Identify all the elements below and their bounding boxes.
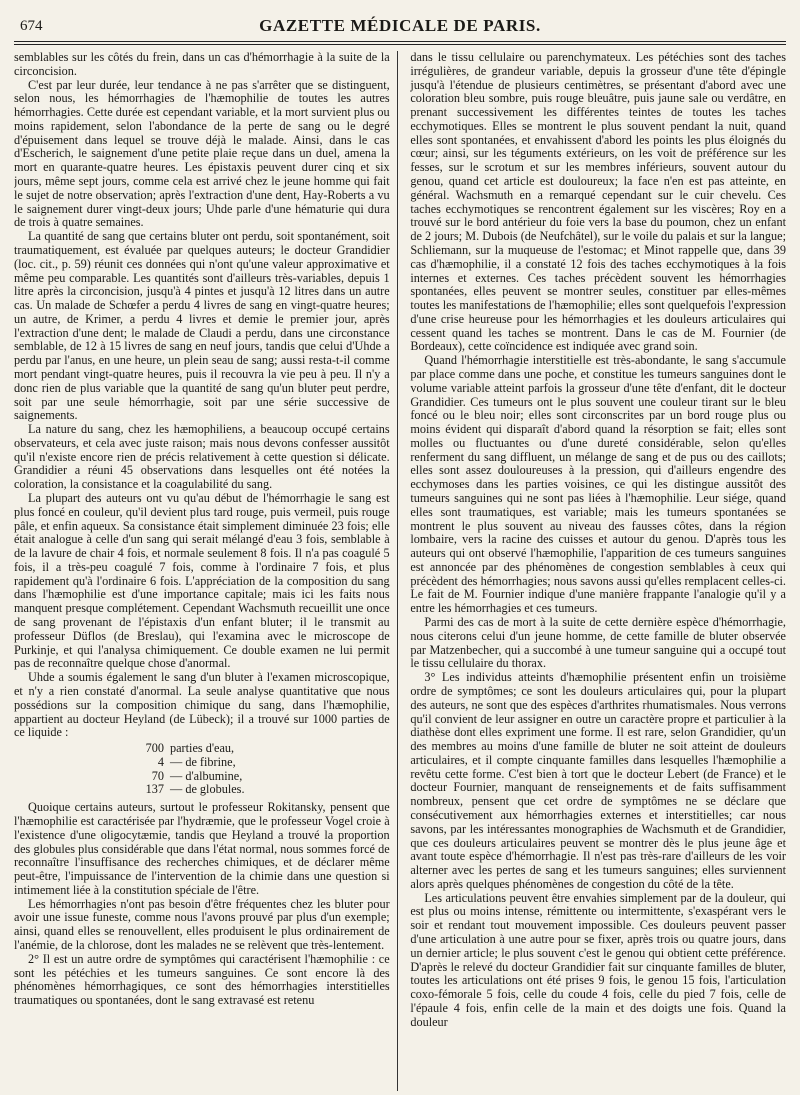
paragraph: Uhde a soumis également le sang d'un bluter à l'examen microscopique, et n'y a rien constaté d'anormal. La seule analyse quantitative que nous possédions sur la composition chimique du sang, dans l'hæmophilie, appartient au docteur Heyland (de Lübeck); il a trouvé sur 1000 parties de ce liquide : xyxy=(14,670,390,740)
text-columns xyxy=(14,51,786,1091)
composition-row xyxy=(14,783,390,797)
paragraph: 3° Les individus atteints d'hæmophilie présentent enfin un troisième ordre de symptômes; ce sont les douleurs articulaires qui, pour la plupart des auteurs, ne sont que des espèces d'arthrites rhumatismales. Nous verrons qu'il convient de leur assigner en outre un caractère propre et particulier à la diathèse dont elles expriment une forme. Il est rare, selon Grandidier, qu'un des membres au moins d'une famille de bluter ne soit atteint de douleurs articulaires, et il compte cinquante familles dans lesquelles l'hæmophilie a revêtu cette forme. C'est bien à tort que le docteur Lebert (de France) et le docteur Fournier, manquant de renseignements et de faits suffisamment nombreux, pensent que cet ordre de symptômes ne se déclare que consécutivement aux hémorrhagies externes et interstitielles; car nous savons, par les intéressantes monographies de Wachsmuth et de Grandidier, que ces douleurs articulaires peuvent se montrer dès le plus jeune âge et avant toute espèce d'hémorrhagie. Il n'est pas très-rare d'ailleurs de les voir alterner avec les pertes de sang et les tumeurs sanguines; elles surviennent alors après quelques phénomènes de congestion du côté de la tête. xyxy=(410,670,786,891)
page-number: 674 xyxy=(20,18,43,34)
paragraph: Parmi des cas de mort à la suite de cette dernière espèce d'hémorrhagie, nous citerons celui d'un jeune homme, de cette famille de bluter observée par Matzenbecher, qui a succombé à une tumeur sanguine qui a occupé tout le tissu cellulaire du thorax. xyxy=(410,615,786,671)
composition-label: parties d'eau, xyxy=(170,741,235,756)
composition-label: — d'albumine, xyxy=(170,768,243,783)
paragraph: Quand l'hémorrhagie interstitielle est très-abondante, le sang s'accumule par place comme dans une poche, et constitue les tumeurs sanguines dont le volume variable atteint parfois la grosseur d'une tête d'enfant, dit le docteur Grandidier. Ces tumeurs ont le plus souvent une couleur tirant sur le bleu foncé ou le bleu noir; elles sont circonscrites par un bord rouge plus ou moins évident qui disparaît d'abord quand la résorption se fait; elles sont molles ou fluctuantes ou d'une dureté considérable, selon qu'elles renferment du sang diffluent, un mélange de sang et de pus ou des caillots; elles sont assez douloureuses à la pression, qui d'ailleurs engendre des ecchymoses dans les parties voisines, ce qui les distingue aussitôt des tumeurs sanguines qui ne sont pas liées à l'hæmophilie. Leur siége, quand elles sont traumatiques, est variable; mais les tumeurs spontanées se montrent le plus souvent au niveau des fausses côtes, dans la région lombaire, vers la racine des cuisses et autour du genou. D'après tous les auteurs qui ont observé l'hæmophilie, l'apparition de ces tumeurs sanguines est annoncée par des phénomènes de congestion semblables à ceux qui précèdent des hémorrhagies; nous savons aussi qu'elles remplacent celles-ci. Le fait de M. Fournier indique d'une manière frappante l'analogie qu'il y a entre les hémorrhagies et ces tumeurs. xyxy=(410,353,786,616)
composition-value: 4 xyxy=(157,754,164,769)
composition-row xyxy=(14,756,390,770)
composition-label: — de fibrine, xyxy=(170,754,236,769)
header-rule xyxy=(14,41,786,42)
paragraph: La quantité de sang que certains bluter ont perdu, soit spontanément, soit traumatiquement, est évaluée par quelques auteurs; le docteur Grandidier (loc. cit., p. 59) réunit ces données qui n'ont qu'une valeur approximative et même peu comparable. Les quantités sont d'ailleurs très-variables, depuis 1 litre après la circoncision, jusqu'à 4 pintes et jusqu'à 12 litres dans un autre cas. Un malade de Schœfer a perdu 4 livres de sang en vingt-quatre heures; un autre, de Krimer, a perdu 4 livres et demie le premier jour, après l'extraction d'une dent; le malade de Claudi a perdu, dans une circonstance semblable, de 12 à 15 livres de sang en neuf jours, tandis que celui d'Uhde a perdu par l'anus, en une heure, un plein seau de sang; aussi resta-t-il comme mort pendant vingt-quatre heures, puis il recouvra la vie peu à peu. Il n'y a donc rien de plus variable que la quantité de sang qu'un bluter peut perdre, soit par une seule hémorrhagie, soit par une série successive de saignements. xyxy=(14,229,390,423)
composition-value: 70 xyxy=(151,768,164,783)
paragraph: dans le tissu cellulaire ou parenchymateux. Les pétéchies sont des taches irrégulières, de grandeur variable, depuis la grosseur d'une tête d'épingle jusqu'à l'étendue de plusieurs centimètres, se présentant d'abord avec une coloration bleu sombre, puis rouge bleuâtre, puis jaune sale ou verdâtre, en prenant successivement les différentes teintes de toutes les taches ecchymotiques. Elles se montrent le plus souvent pendant la nuit, quand elles sont spontanées, et envahissent d'abord les points les plus éloignés du cœur; ainsi, sur les téguments extérieurs, on les voit de préférence sur les fesses, sur le scrotum et sur les membres inférieurs, souvent autour du genou, quand cet article est douloureux; la face n'en est pas atteinte, en général. Wachsmuth en a remarqué cependant sur le cuir chevelu. Ces taches ecchymotiques se rencontrent également sur les viscères; Roy en a trouvé sur le bord antérieur du foie vers la base du poumon, chez un enfant de 2 jours; M. Dubois (de Neufchâtel), sur le voile du palais et sur la langue; Schliemann, sur la muqueuse de l'estomac; et Minot rappelle que, dans 39 cas d'hæmophilie, il a constaté 12 fois des taches ecchymotiques à la fois internes et externes. Ces taches précèdent souvent les hémorrhagies spontanées, elles peuvent se montrer seules, constituer par elles-mêmes toutes les manifestations de l'hæmophilie; elles sont quelquefois l'expression d'une crise heureuse pour les hémorrhagies et les douleurs articulaires qui cessent quand les taches se montrent. Dans le cas de M. Fournier (de Bordeaux), cette coïncidence est indiquée avec grand soin. xyxy=(410,51,786,354)
paragraph: 2° Il est un autre ordre de symptômes qui caractérisent l'hæmophilie : ce sont les pétéchies et les tumeurs sanguines. Ce sont encore là des phénomènes hémorrhagiques, ce sont des hémorrhagies interstitielles traumatiques ou spontanées, dont le sang extravasé est retenu xyxy=(14,951,390,1008)
column-divider xyxy=(397,51,411,1091)
paragraph: La nature du sang, chez les hæmophiliens, a beaucoup occupé certains observateurs, et cela avec juste raison; mais nous devons confesser aussitôt qu'il n'existe encore rien de précis relativement à cette question si délicate. Grandidier a réuni 45 observations dans lesquelles ont été notées la coloration, la consistance et la coagulabilité du sang. xyxy=(14,422,390,492)
journal-title: GAZETTE MÉDICALE DE PARIS. xyxy=(259,16,541,35)
paragraph: C'est par leur durée, leur tendance à ne pas s'arrêter que se distinguent, selon nous, les hémorrhagies de l'hæmophilie de toutes les autres hémorrhagies. Cette durée est cependant variable, et la mort survient plus ou moins rapidement, selon l'abondance de la perte de sang ou le degré d'épuisement dans lequel se trouve déjà le malade. Ainsi, dans le cas d'Escherich, le saignement d'une petite plaie reçue dans un duel, amena la mort en quarante-quatre heures. Les épistaxis peuvent durer cinq et six jours, même sept jours, comme cela est arrivé chez le jeune homme qui fait le sujet de notre observation; après l'extraction d'une dent, Hay-Roberts a vu le saignement durer vingt-deux jours; Uhde parle d'une hématurie qui dura de trois à quatre semaines. xyxy=(14,77,390,230)
header-rule-thin xyxy=(14,44,786,45)
paragraph: semblables sur les côtés du frein, dans un cas d'hémorrhagie à la suite de la circoncision. xyxy=(14,51,390,78)
left-column xyxy=(14,51,390,1091)
paragraph: Quoique certains auteurs, surtout le professeur Rokitansky, pensent que l'hæmophilie est caractérisée par l'hydræmie, que le professeur Vogel croie à l'existence d'une oligocytæmie, tandis que Heyland a trouvé la proportion des globules plus considérable que dans l'état normal, nous sommes forcé de reconnaître l'insuffisance des recherches chimiques, et de déclarer même peut-être, l'impuissance de l'intervention de la chimie dans une question si intimement liée à la constitution spéciale de l'être. xyxy=(14,800,390,897)
composition-table xyxy=(14,742,390,797)
composition-value: 700 xyxy=(145,741,164,756)
paragraph: Les hémorrhagies n'ont pas besoin d'être fréquentes chez les bluter pour avoir une issue funeste, comme nous l'avons prouvé par plus d'un exemple; ainsi, quand elles se renouvellent, elles produisent le plus ordinairement de l'anémie, de la chlorose, dont les malades ne se relèvent que très-lentement. xyxy=(14,896,390,952)
paragraph: Les articulations peuvent être envahies simplement par de la douleur, qui est plus ou moins intense, rémittente ou intermittente, s'exaspérant vers le soir et rendant tout mouvement impossible. Ces douleurs peuvent passer d'une articulation à une autre pour se fixer, après trois ou quatre jours, dans un dernier article; le plus souvent c'est le genou qui obtient cette préférence. D'après le relevé du docteur Grandidier fait sur cinquante familles de bluter, toutes les articulations ont été prises 9 fois, le genou 15 fois, l'articulation coxo-fémorale 5 fois, celle du coude 4 fois, celle du pied 7 fois, celle de l'épaule 4 fois, enfin celle de la main et des doigts une fois. Quand la douleur xyxy=(410,890,786,1029)
composition-row xyxy=(14,770,390,784)
composition-row xyxy=(14,742,390,756)
right-column xyxy=(410,51,786,1091)
composition-value: 137 xyxy=(145,782,164,797)
paragraph: La plupart des auteurs ont vu qu'au début de l'hémorrhagie le sang est plus foncé en couleur, qu'il devient plus tard rouge, puis vermeil, puis rouge pâle, et enfin aqueux. Sa consistance était simplement diminuée 23 fois; elle était analogue à celle d'un sang qui serait mélangé d'eau 3 fois, semblable à de la lavure de chair 4 fois, et normale seulement 8 fois. Il n'a pas coagulé 5 fois, il a très-peu coagulé 7 fois, comme à l'ordinaire 7 fois, et plus rapidement qu'à l'ordinaire 6 fois. L'appréciation de la composition du sang dans l'hæmophilie est d'une importance capitale; mais ici les faits nous manquent presque complétement. Cependant Wachsmuth recueillit une once de sang provenant de l'épistaxis d'un enfant bluter; il le transmit au professeur Düflos (de Breslau), qui l'examina avec le microscope de Purkinje, et qui l'analysa chimiquement. Ce double examen ne lui permit pas de reconnaître quelque chose d'anormal. xyxy=(14,491,390,671)
page-header xyxy=(14,16,786,38)
composition-label: — de globules. xyxy=(170,782,245,797)
